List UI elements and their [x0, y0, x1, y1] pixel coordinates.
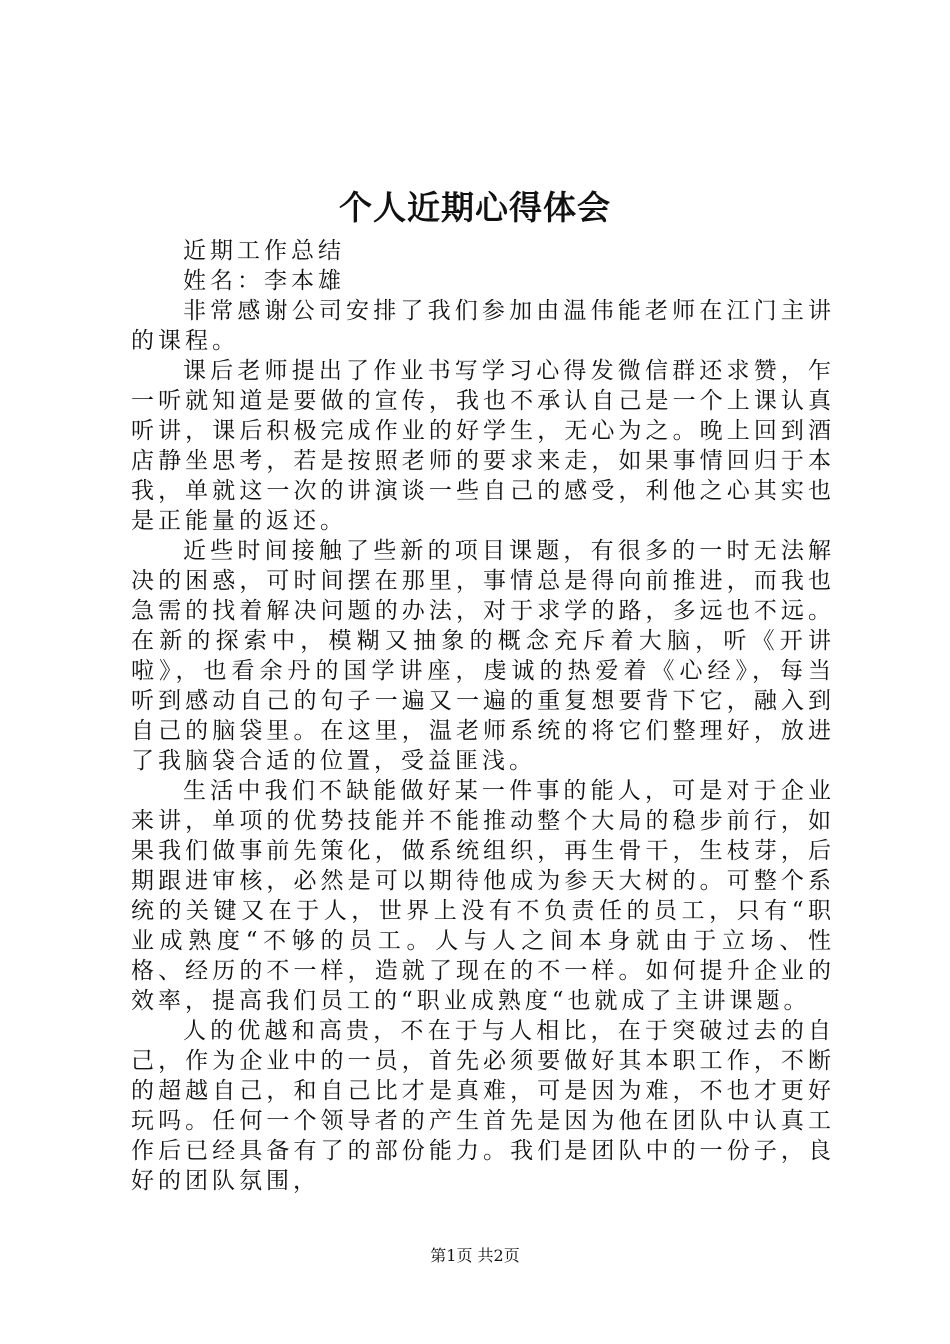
paragraph: 人的优越和高贵，不在于与人相比，在于突破过去的自己，作为企业中的一员，首先必须要做好其本职工作，不断的超越自己，和自己比才是真难，可是因为难，不也才更好玩吗。任何一个领导者的产生首先是因为他在团队中认真工作后已经具备有了的部份能力。我们是团队中的一份子，良好的团队氛围， [131, 1018, 835, 1194]
paragraph: 生活中我们不缺能做好某一件事的能人，可是对于企业来讲，单项的优势技能并不能推动整个大局的稳步前行，如果我们做事前先策化，做系统组织，再生骨干，生枝芽，后期跟进审核，必然是可以期待他成为参天大树的。可整个系统的关键又在于人，世界上没有不负责任的员工，只有“职业成熟度“不够的员工。人与人之间本身就由于立场、性格、经历的不一样，造就了现在的不一样。如何提升企业的效率，提高我们员工的“职业成熟度“也就成了主讲课题。 [131, 778, 835, 1014]
page-number-footer: 第1页 共2页 [430, 1246, 520, 1265]
paragraph: 近些时间接触了些新的项目课题，有很多的一时无法解决的困惑，可时间摆在那里，事情总是得向前推进，而我也急需的找着解决问题的办法，对于求学的路，多远也不远。在新的探索中，模糊又抽象的概念充斥着大脑，听《开讲啦》，也看余丹的国学讲座，虔诚的热爱着《心经》，每当听到感动自己的句子一遍又一遍的重复想要背下它，融入到自己的脑袋里。在这里，温老师系统的将它们整理好，放进了我脑袋合适的位置，受益匪浅。 [131, 538, 835, 774]
document-body [131, 236, 835, 1196]
paragraph: 课后老师提出了作业书写学习心得发微信群还求赞，乍一听就知道是要做的宣传，我也不承认自己是一个上课认真听讲，课后积极完成作业的好学生，无心为之。晚上回到酒店静坐思考，若是按照老师的要求来走，如果事情回归于本我，单就这一次的讲演谈一些自己的感受，利他之心其实也是正能量的返还。 [131, 358, 835, 534]
paragraph: 非常感谢公司安排了我们参加由温伟能老师在江门主讲的课程。 [131, 298, 835, 354]
section-heading: 近期工作总结 [183, 238, 345, 264]
document-title: 个人近期心得体会 [339, 188, 611, 227]
author-line: 姓名：李本雄 [183, 268, 345, 294]
